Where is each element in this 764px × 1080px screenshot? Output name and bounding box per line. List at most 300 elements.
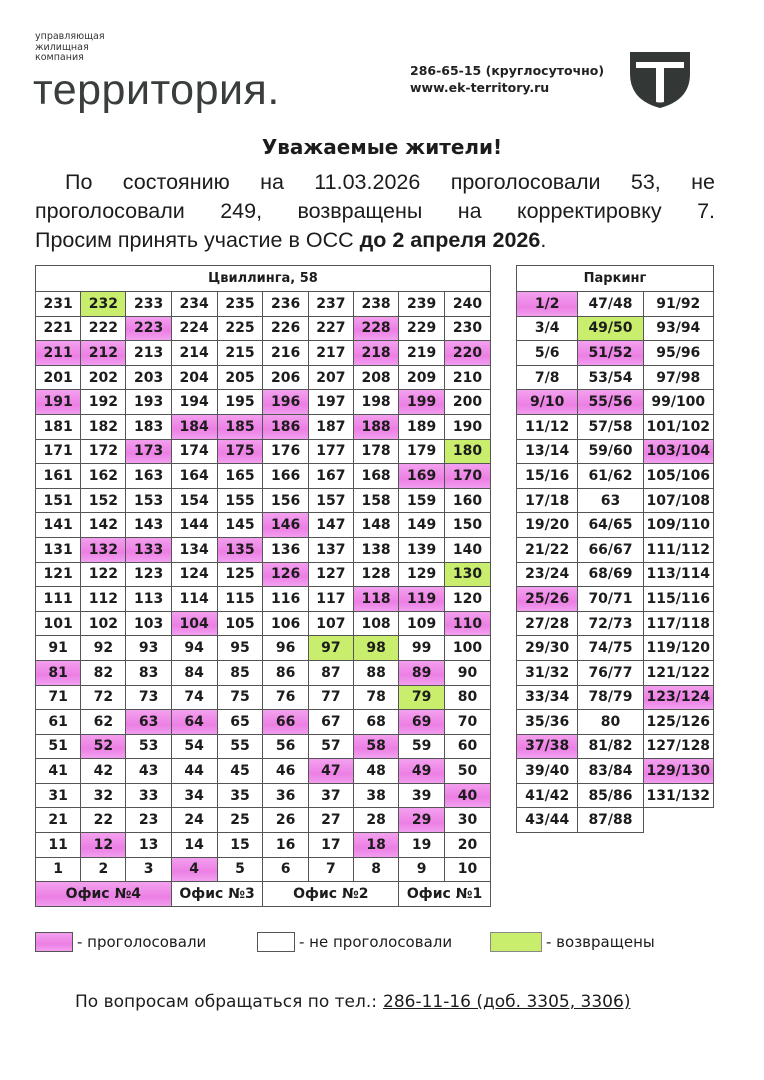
apartment-cell: 72 [81, 685, 126, 710]
apartment-cell: 80 [445, 685, 491, 710]
apartment-cell: 85 [217, 660, 263, 685]
paragraph-line [35, 226, 715, 255]
apartment-cell: 231 [36, 292, 81, 317]
company-type-line: жилищная [35, 41, 89, 53]
table-row [36, 316, 491, 341]
apartment-cell: 43 [126, 759, 171, 784]
table-row [36, 636, 491, 661]
parking-cell: 107/108 [643, 488, 713, 513]
apartment-cell: 219 [399, 341, 445, 366]
parking-cell: 111/112 [643, 537, 713, 562]
apartment-cell: 95 [217, 636, 263, 661]
table-row [517, 685, 714, 710]
apartment-cell: 107 [308, 611, 353, 636]
apartment-cell: 12 [81, 833, 126, 858]
table-row [36, 808, 491, 833]
apartment-cell: 225 [217, 316, 263, 341]
apartment-cell: 220 [445, 341, 491, 366]
apartment-cell: 205 [217, 365, 263, 390]
apartment-cell: 91 [36, 636, 81, 661]
apartment-cell: 166 [263, 464, 308, 489]
parking-cell: 61/62 [578, 464, 643, 489]
apartment-cell: 172 [81, 439, 126, 464]
apartment-cell: 57 [308, 734, 353, 759]
apartment-cell: 188 [353, 414, 398, 439]
apartment-cell: 121 [36, 562, 81, 587]
apartment-cell: 215 [217, 341, 263, 366]
table-row [517, 488, 714, 513]
apartment-cell: 200 [445, 390, 491, 415]
table-row [517, 611, 714, 636]
apartment-cell: 176 [263, 439, 308, 464]
apartment-cell: 31 [36, 783, 81, 808]
table-row [36, 611, 491, 636]
table-row [36, 439, 491, 464]
apartment-cell: 112 [81, 587, 126, 612]
apartment-cell: 16 [263, 833, 308, 858]
apartment-cell: 55 [217, 734, 263, 759]
apartment-cell: 134 [171, 537, 217, 562]
apartment-cell: 18 [353, 833, 398, 858]
apartment-cell: 115 [217, 587, 263, 612]
company-type-line: управляющая [35, 31, 105, 42]
apartment-cell: 53 [126, 734, 171, 759]
parking-cell: 123/124 [643, 685, 713, 710]
apartment-cell: 79 [399, 685, 445, 710]
apartment-cell: 62 [81, 710, 126, 735]
footer-text: По вопросам обращаться по тел.: [75, 992, 378, 1012]
parking-cell: 68/69 [578, 562, 643, 587]
apartment-cell: 67 [308, 710, 353, 735]
apartment-cell: 132 [81, 537, 126, 562]
table-row [36, 734, 491, 759]
apartment-cell: 240 [445, 292, 491, 317]
notice-paragraph [35, 168, 715, 255]
voted-swatch [35, 932, 73, 952]
apartment-cell: 89 [399, 660, 445, 685]
parking-cell: 95/96 [643, 341, 713, 366]
apartment-cell: 104 [171, 611, 217, 636]
apartment-cell: 82 [81, 660, 126, 685]
table-row [517, 439, 714, 464]
apartment-cell: 26 [263, 808, 308, 833]
parking-cell: 85/86 [578, 783, 643, 808]
apartment-cell: 199 [399, 390, 445, 415]
apartment-cell: 28 [353, 808, 398, 833]
apartment-cell: 69 [399, 710, 445, 735]
apartment-cell: 78 [353, 685, 398, 710]
apartment-cell: 98 [353, 636, 398, 661]
parking-cell: 37/38 [517, 734, 578, 759]
apartment-cell: 143 [126, 513, 171, 538]
apartment-cell: 229 [399, 316, 445, 341]
apartment-cell: 138 [353, 537, 398, 562]
apartment-cell: 125 [217, 562, 263, 587]
parking-cell: 9/10 [517, 390, 578, 415]
parking-cell: 51/52 [578, 341, 643, 366]
apartment-cell: 58 [353, 734, 398, 759]
apartment-cell: 44 [171, 759, 217, 784]
apartment-cell: 149 [399, 513, 445, 538]
apartment-cell: 127 [308, 562, 353, 587]
footer [75, 992, 630, 1012]
apartment-cell: 239 [399, 292, 445, 317]
contacts [410, 62, 604, 96]
table-row [517, 660, 714, 685]
apartment-cell: 116 [263, 587, 308, 612]
parking-cell: 70/71 [578, 587, 643, 612]
parking-cell: 91/92 [643, 292, 713, 317]
apartment-cell: 122 [81, 562, 126, 587]
parking-table-title: Паркинг [517, 266, 714, 292]
table-row [36, 587, 491, 612]
apartment-cell: 182 [81, 414, 126, 439]
apartment-cell: 101 [36, 611, 81, 636]
apartment-cell: 34 [171, 783, 217, 808]
legend-label: - проголосовали [77, 933, 207, 951]
contact-website: www.ek-territory.ru [410, 80, 550, 95]
parking-cell: 72/73 [578, 611, 643, 636]
returned-swatch [490, 932, 542, 952]
apartment-cell: 33 [126, 783, 171, 808]
apartment-cell: 226 [263, 316, 308, 341]
apartment-cell: 2 [81, 857, 126, 882]
parking-cell: 59/60 [578, 439, 643, 464]
apartment-cell: 154 [171, 488, 217, 513]
apartment-cell: 36 [263, 783, 308, 808]
apartment-cell: 110 [445, 611, 491, 636]
apartment-cell: 17 [308, 833, 353, 858]
parking-cell: 125/126 [643, 710, 713, 735]
apartment-cell: 195 [217, 390, 263, 415]
apartment-cell: 48 [353, 759, 398, 784]
apartment-cell: 223 [126, 316, 171, 341]
deadline: до 2 апреля 2026 [359, 228, 541, 252]
table-row [36, 685, 491, 710]
apartment-cell: 88 [353, 660, 398, 685]
apartment-cell: 155 [217, 488, 263, 513]
parking-cell: 43/44 [517, 808, 578, 833]
apartment-cell: 207 [308, 365, 353, 390]
apartment-cell: 145 [217, 513, 263, 538]
parking-cell: 74/75 [578, 636, 643, 661]
parking-cell: 127/128 [643, 734, 713, 759]
apartment-cell: 159 [399, 488, 445, 513]
apartment-cell: 235 [217, 292, 263, 317]
apartment-cell: 213 [126, 341, 171, 366]
apartment-cell: 108 [353, 611, 398, 636]
apartment-cell: 105 [217, 611, 263, 636]
apartment-cell: 136 [263, 537, 308, 562]
table-row [517, 292, 714, 317]
table-row [36, 833, 491, 858]
apartment-cell: 60 [445, 734, 491, 759]
apartment-cell: 7 [308, 857, 353, 882]
parking-cell: 7/8 [517, 365, 578, 390]
apartment-cell: 185 [217, 414, 263, 439]
apartment-cell: 162 [81, 464, 126, 489]
apartment-cell: 157 [308, 488, 353, 513]
office-cell: Офис №4 [36, 882, 172, 907]
apartment-cell: 156 [263, 488, 308, 513]
apartment-cell: 178 [353, 439, 398, 464]
apartment-cell: 216 [263, 341, 308, 366]
table-row [36, 341, 491, 366]
apartment-cell: 217 [308, 341, 353, 366]
apartment-cell: 174 [171, 439, 217, 464]
table-row [517, 636, 714, 661]
table-row [36, 710, 491, 735]
apartment-cell: 120 [445, 587, 491, 612]
apartment-cell: 63 [126, 710, 171, 735]
parking-cell: 19/20 [517, 513, 578, 538]
apartment-cell: 165 [217, 464, 263, 489]
apartment-cell: 184 [171, 414, 217, 439]
apartment-cell: 141 [36, 513, 81, 538]
parking-cell: 25/26 [517, 587, 578, 612]
apartment-cell: 230 [445, 316, 491, 341]
apartment-cell: 158 [353, 488, 398, 513]
legend-label: - не проголосовали [299, 933, 453, 951]
table-row [36, 537, 491, 562]
apartment-cell: 147 [308, 513, 353, 538]
apartment-cell: 10 [445, 857, 491, 882]
parking-cell: 49/50 [578, 316, 643, 341]
parking-cell: 81/82 [578, 734, 643, 759]
apartment-cell: 70 [445, 710, 491, 735]
parking-cell: 35/36 [517, 710, 578, 735]
apartment-cell: 25 [217, 808, 263, 833]
parking-cell: 41/42 [517, 783, 578, 808]
parking-cell: 31/32 [517, 660, 578, 685]
parking-cell: 97/98 [643, 365, 713, 390]
apartment-cell: 64 [171, 710, 217, 735]
parking-cell: 5/6 [517, 341, 578, 366]
parking-table [516, 265, 714, 833]
company-type [35, 32, 105, 64]
table-row [517, 783, 714, 808]
apartment-cell: 40 [445, 783, 491, 808]
paragraph-text: Просим принять участие в ОСС [35, 228, 360, 252]
table-row [517, 414, 714, 439]
apartment-cell: 194 [171, 390, 217, 415]
apartment-cell: 123 [126, 562, 171, 587]
apartment-cell: 46 [263, 759, 308, 784]
table-row [36, 488, 491, 513]
parking-cell: 76/77 [578, 660, 643, 685]
apartment-cell: 114 [171, 587, 217, 612]
apartment-cell: 144 [171, 513, 217, 538]
apartment-cell: 130 [445, 562, 491, 587]
apartment-cell: 117 [308, 587, 353, 612]
parking-cell: 115/116 [643, 587, 713, 612]
apartment-cell: 39 [399, 783, 445, 808]
apartment-cell: 201 [36, 365, 81, 390]
apartment-cell: 221 [36, 316, 81, 341]
apartment-cell: 164 [171, 464, 217, 489]
apartment-cell: 189 [399, 414, 445, 439]
table-row [36, 292, 491, 317]
offices-row [36, 882, 491, 907]
apartment-cell: 137 [308, 537, 353, 562]
apartment-cell: 210 [445, 365, 491, 390]
legend-not-voted [257, 932, 452, 952]
parking-cell: 87/88 [578, 808, 643, 833]
apartment-cell: 234 [171, 292, 217, 317]
apartment-cell: 97 [308, 636, 353, 661]
table-row [517, 710, 714, 735]
apartment-cell: 11 [36, 833, 81, 858]
apartment-cell: 224 [171, 316, 217, 341]
apartment-cell: 206 [263, 365, 308, 390]
parking-cell: 55/56 [578, 390, 643, 415]
apartment-cell: 151 [36, 488, 81, 513]
apartment-cell: 227 [308, 316, 353, 341]
parking-cell: 47/48 [578, 292, 643, 317]
apartment-cell: 233 [126, 292, 171, 317]
apartment-cell: 113 [126, 587, 171, 612]
apartment-cell: 109 [399, 611, 445, 636]
parking-cell: 29/30 [517, 636, 578, 661]
parking-cell: 80 [578, 710, 643, 735]
apartment-cell: 71 [36, 685, 81, 710]
table-row [517, 464, 714, 489]
parking-cell: 15/16 [517, 464, 578, 489]
table-row [517, 537, 714, 562]
apartment-cell: 153 [126, 488, 171, 513]
apartment-cell: 173 [126, 439, 171, 464]
notice-title: Уважаемые жители! [261, 135, 503, 159]
parking-cell: 129/130 [643, 759, 713, 784]
apartment-cell: 52 [81, 734, 126, 759]
apartments-table-title: Цвиллинга, 58 [36, 266, 491, 292]
apartment-cell: 65 [217, 710, 263, 735]
office-cell: Офис №1 [399, 882, 491, 907]
apartment-cell: 146 [263, 513, 308, 538]
apartment-cell: 124 [171, 562, 217, 587]
apartment-cell: 133 [126, 537, 171, 562]
parking-cell: 78/79 [578, 685, 643, 710]
apartment-cell: 45 [217, 759, 263, 784]
apartment-cell: 21 [36, 808, 81, 833]
apartment-cell: 86 [263, 660, 308, 685]
apartment-cell: 212 [81, 341, 126, 366]
parking-cell: 21/22 [517, 537, 578, 562]
apartment-cell: 168 [353, 464, 398, 489]
parking-cell: 63 [578, 488, 643, 513]
table-row [517, 341, 714, 366]
apartment-cell: 197 [308, 390, 353, 415]
parking-cell: 83/84 [578, 759, 643, 784]
apartment-cell: 75 [217, 685, 263, 710]
apartment-cell: 142 [81, 513, 126, 538]
apartment-cell: 68 [353, 710, 398, 735]
apartment-cell: 191 [36, 390, 81, 415]
apartment-cell: 232 [81, 292, 126, 317]
table-row [517, 734, 714, 759]
apartment-cell: 14 [171, 833, 217, 858]
parking-cell: 13/14 [517, 439, 578, 464]
parking-cell: 39/40 [517, 759, 578, 784]
apartment-cell: 93 [126, 636, 171, 661]
apartment-cell: 32 [81, 783, 126, 808]
table-row [36, 365, 491, 390]
apartment-cell: 9 [399, 857, 445, 882]
table-row [36, 660, 491, 685]
footer-phone: 286-11-16 (доб. 3305, 3306) [383, 992, 631, 1012]
apartment-cell: 100 [445, 636, 491, 661]
apartment-cell: 49 [399, 759, 445, 784]
apartment-cell: 160 [445, 488, 491, 513]
table-row [517, 587, 714, 612]
company-type-line: компания [35, 52, 84, 63]
parking-cell: 27/28 [517, 611, 578, 636]
table-row [36, 562, 491, 587]
apartment-cell: 96 [263, 636, 308, 661]
apartment-cell: 171 [36, 439, 81, 464]
parking-cell: 113/114 [643, 562, 713, 587]
apartment-cell: 41 [36, 759, 81, 784]
apartment-cell: 56 [263, 734, 308, 759]
apartment-cell: 99 [399, 636, 445, 661]
apartment-cell: 179 [399, 439, 445, 464]
table-row [36, 783, 491, 808]
table-row [517, 808, 714, 833]
parking-cell: 121/122 [643, 660, 713, 685]
not-voted-swatch [257, 932, 295, 952]
table-row [517, 390, 714, 415]
apartment-cell: 8 [353, 857, 398, 882]
apartment-cell: 128 [353, 562, 398, 587]
apartment-cell: 204 [171, 365, 217, 390]
apartment-cell: 23 [126, 808, 171, 833]
apartment-cell: 196 [263, 390, 308, 415]
parking-cell: 53/54 [578, 365, 643, 390]
apartment-cell: 135 [217, 537, 263, 562]
parking-cell: 131/132 [643, 783, 713, 808]
paragraph-line: проголосовали 249, возвращены на корректировку 7. [35, 199, 715, 223]
apartment-cell: 59 [399, 734, 445, 759]
company-logo-icon [630, 52, 690, 108]
office-cell: Офис №3 [171, 882, 263, 907]
apartment-cell: 237 [308, 292, 353, 317]
apartment-cell: 152 [81, 488, 126, 513]
table-row [36, 464, 491, 489]
legend-returned [490, 932, 655, 952]
parking-cell: 17/18 [517, 488, 578, 513]
parking-cell: 57/58 [578, 414, 643, 439]
apartment-cell: 61 [36, 710, 81, 735]
apartment-cell: 228 [353, 316, 398, 341]
apartment-cell: 103 [126, 611, 171, 636]
apartment-cell: 180 [445, 439, 491, 464]
paragraph-line: По состоянию на 11.03.2026 проголосовали 53, не [65, 170, 715, 194]
table-row [36, 414, 491, 439]
table-row [517, 316, 714, 341]
apartment-cell: 19 [399, 833, 445, 858]
table-row [36, 390, 491, 415]
apartment-cell: 51 [36, 734, 81, 759]
apartment-cell: 42 [81, 759, 126, 784]
parking-cell: 33/34 [517, 685, 578, 710]
table-row [36, 857, 491, 882]
apartment-cell: 222 [81, 316, 126, 341]
apartment-cell: 30 [445, 808, 491, 833]
parking-cell: 1/2 [517, 292, 578, 317]
parking-cell: 119/120 [643, 636, 713, 661]
apartment-cell: 94 [171, 636, 217, 661]
apartment-cell: 186 [263, 414, 308, 439]
